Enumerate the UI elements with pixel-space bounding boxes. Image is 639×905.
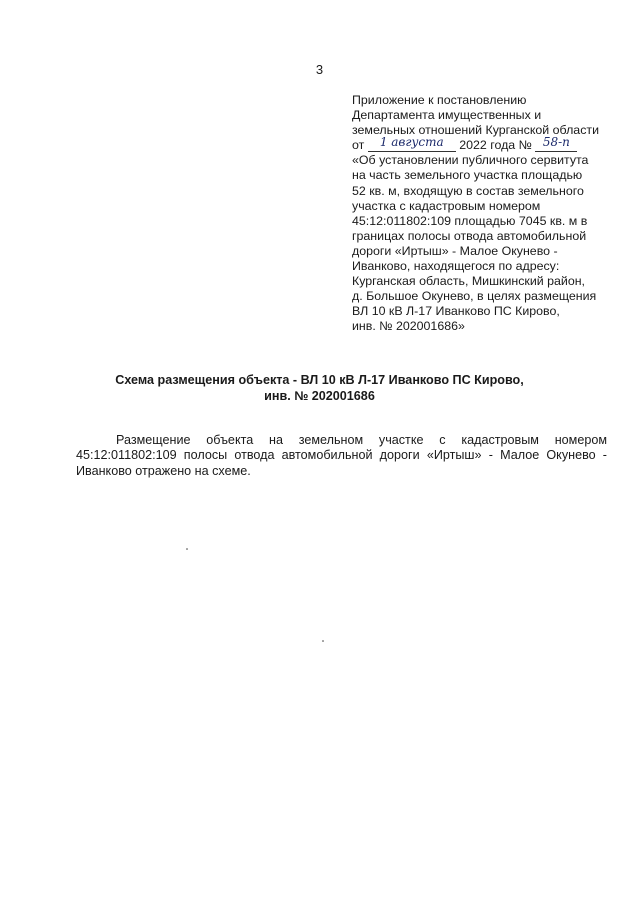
- appendix-line: земельных отношений Курганской области: [352, 123, 599, 138]
- body-paragraph: [76, 433, 607, 479]
- appendix-line: д. Большое Окунево, в целях размещения: [352, 289, 597, 304]
- appendix-line: 45:12:011802:109 площадью 7045 кв. м в: [352, 213, 588, 228]
- appendix-line: Иванково, находящегося по адресу:: [352, 259, 560, 274]
- appendix-line: Департамента имущественных и: [352, 108, 542, 123]
- handwritten-number: 58-п: [542, 135, 570, 150]
- year-text: 2022 года №: [459, 138, 532, 153]
- appendix-line: 52 кв. м, входящую в состав земельного: [352, 183, 584, 198]
- appendix-line: участка с кадастровым номером: [352, 198, 541, 213]
- appendix-block: [352, 93, 614, 335]
- page-number: 3: [315, 62, 324, 77]
- scan-speck: [322, 640, 324, 642]
- appendix-line: дороги «Иртыш» - Малое Окунево -: [352, 243, 558, 258]
- appendix-line: на часть земельного участка площадью: [352, 168, 583, 183]
- appendix-line: границах полосы отвода автомобильной: [352, 228, 587, 243]
- title-line: Схема размещения объекта - ВЛ 10 кВ Л-17 Иванково ПС Кирово,: [115, 373, 524, 387]
- appendix-line: Курганская область, Мишкинский район,: [352, 274, 585, 289]
- appendix-line: инв. № 202001686»: [352, 319, 465, 334]
- title-line: инв. № 202001686: [264, 388, 375, 403]
- appendix-date-line: [352, 135, 614, 153]
- appendix-line: Приложение к постановлению: [352, 93, 527, 107]
- document-title: [0, 373, 639, 404]
- appendix-line: ВЛ 10 кВ Л-17 Иванково ПС Кирово,: [352, 304, 560, 319]
- appendix-line: «Об установлении публичного сервитута: [352, 153, 589, 168]
- date-fill-field: [368, 135, 456, 152]
- paragraph-text: Размещение объекта на земельном участке с кадастровым номером 45:12:011802:109 полосы отвода автомобильной дороги «Иртыш» - Малое Окунево - Иванково отражено на схеме.: [76, 433, 607, 478]
- date-prefix: от: [352, 138, 365, 153]
- scan-speck: [186, 548, 188, 550]
- handwritten-date: 1 августа: [379, 135, 444, 150]
- number-fill-field: [535, 135, 577, 152]
